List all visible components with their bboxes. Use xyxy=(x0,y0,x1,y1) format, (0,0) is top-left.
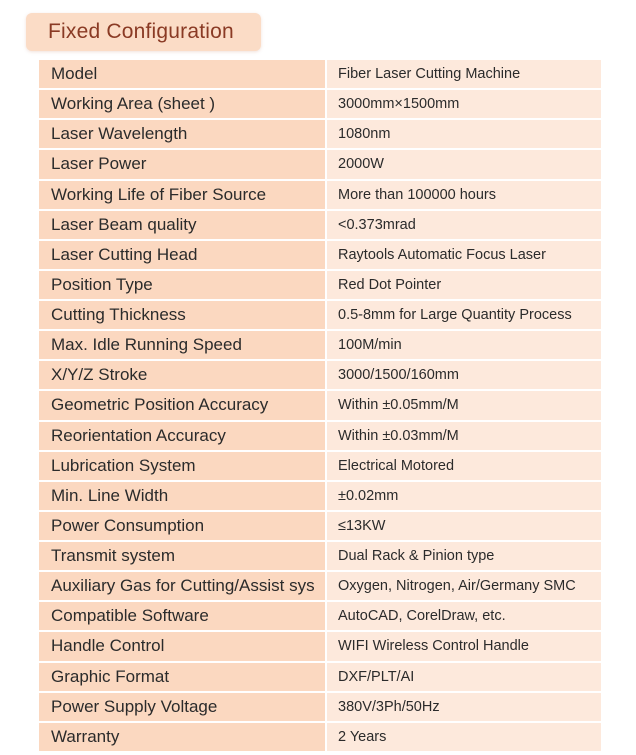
spec-value: DXF/PLT/AI xyxy=(327,663,601,691)
spec-label: Warranty xyxy=(39,723,327,751)
spec-row xyxy=(39,90,601,120)
spec-label: Lubrication System xyxy=(39,452,327,480)
spec-label: Power Supply Voltage xyxy=(39,693,327,721)
spec-label: Laser Power xyxy=(39,150,327,178)
spec-row xyxy=(39,693,601,723)
spec-value: <0.373mrad xyxy=(327,211,601,239)
spec-value: Oxygen, Nitrogen, Air/Germany SMC xyxy=(327,572,601,600)
spec-label: Laser Wavelength xyxy=(39,120,327,148)
spec-row xyxy=(39,150,601,180)
spec-value: 3000/1500/160mm xyxy=(327,361,601,389)
spec-label: Cutting Thickness xyxy=(39,301,327,329)
spec-value: Raytools Automatic Focus Laser xyxy=(327,241,601,269)
spec-label: Power Consumption xyxy=(39,512,327,540)
spec-label: Model xyxy=(39,60,327,88)
spec-label: Reorientation Accuracy xyxy=(39,422,327,450)
spec-label: Laser Beam quality xyxy=(39,211,327,239)
spec-row xyxy=(39,301,601,331)
spec-value: Red Dot Pointer xyxy=(327,271,601,299)
spec-label: Handle Control xyxy=(39,632,327,660)
spec-value: 2 Years xyxy=(327,723,601,751)
spec-row xyxy=(39,572,601,602)
spec-label: Working Area (sheet ) xyxy=(39,90,327,118)
spec-label: Working Life of Fiber Source xyxy=(39,181,327,209)
spec-label: Transmit system xyxy=(39,542,327,570)
spec-row xyxy=(39,120,601,150)
spec-row xyxy=(39,60,601,90)
spec-table xyxy=(39,60,601,753)
spec-value: Within ±0.03mm/M xyxy=(327,422,601,450)
spec-row xyxy=(39,542,601,572)
spec-label: Compatible Software xyxy=(39,602,327,630)
spec-value: 3000mm×1500mm xyxy=(327,90,601,118)
spec-row xyxy=(39,422,601,452)
spec-value: ±0.02mm xyxy=(327,482,601,510)
spec-value: Within ±0.05mm/M xyxy=(327,391,601,419)
spec-row xyxy=(39,512,601,542)
spec-value: WIFI Wireless Control Handle xyxy=(327,632,601,660)
spec-label: Graphic Format xyxy=(39,663,327,691)
spec-row xyxy=(39,452,601,482)
spec-value: 0.5-8mm for Large Quantity Process xyxy=(327,301,601,329)
spec-value: Electrical Motored xyxy=(327,452,601,480)
spec-label: Laser Cutting Head xyxy=(39,241,327,269)
spec-row xyxy=(39,482,601,512)
spec-label: Geometric Position Accuracy xyxy=(39,391,327,419)
spec-value: 380V/3Ph/50Hz xyxy=(327,693,601,721)
spec-row xyxy=(39,271,601,301)
spec-row xyxy=(39,241,601,271)
spec-value: 2000W xyxy=(327,150,601,178)
spec-label: X/Y/Z Stroke xyxy=(39,361,327,389)
spec-row xyxy=(39,723,601,753)
spec-value: 1080nm xyxy=(327,120,601,148)
spec-label: Auxiliary Gas for Cutting/Assist sys xyxy=(39,572,327,600)
spec-value: 100M/min xyxy=(327,331,601,359)
spec-label: Max. Idle Running Speed xyxy=(39,331,327,359)
spec-row xyxy=(39,663,601,693)
spec-value: Fiber Laser Cutting Machine xyxy=(327,60,601,88)
spec-value: Dual Rack & Pinion type xyxy=(327,542,601,570)
spec-row xyxy=(39,361,601,391)
spec-value: More than 100000 hours xyxy=(327,181,601,209)
spec-row xyxy=(39,632,601,662)
spec-row xyxy=(39,602,601,632)
spec-row xyxy=(39,211,601,241)
spec-label: Min. Line Width xyxy=(39,482,327,510)
spec-value: ≤13KW xyxy=(327,512,601,540)
spec-row xyxy=(39,181,601,211)
spec-label: Position Type xyxy=(39,271,327,299)
spec-row xyxy=(39,391,601,421)
spec-value: AutoCAD, CorelDraw, etc. xyxy=(327,602,601,630)
section-title: Fixed Configuration xyxy=(26,13,261,51)
spec-row xyxy=(39,331,601,361)
